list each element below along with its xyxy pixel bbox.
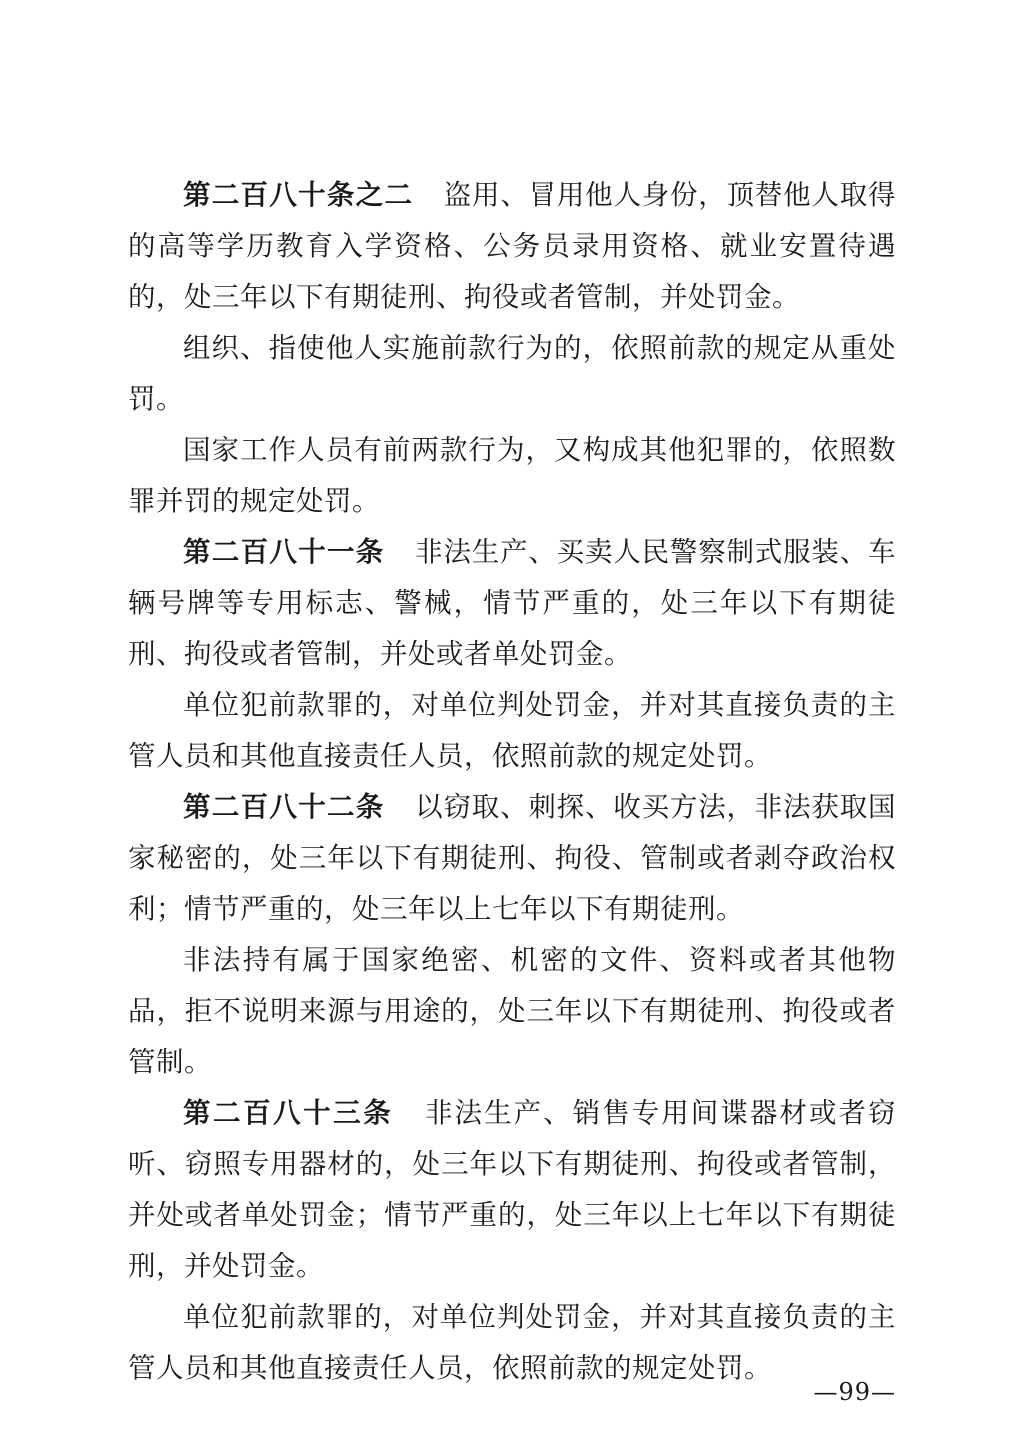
paragraph	[128, 425, 896, 527]
paragraph-text: 非法生产、买卖人民警察制式服装、车辆号牌等专用标志、警械，情节严重的，处三年以下有期徒刑、拘役或者管制，并处或者单处罚金。	[128, 536, 897, 670]
page-number: —99—	[813, 1378, 896, 1406]
paragraph-text: 非法生产、销售专用间谍器材或者窃听、窃照专用器材的，处三年以下有期徒刑、拘役或者管制，并处或者单处罚金；情节严重的，处三年以上七年以下有期徒刑，并处罚金。	[128, 1097, 897, 1282]
paragraph	[128, 935, 896, 1088]
paragraph-text: 以窃取、刺探、收买方法，非法获取国家秘密的，处三年以下有期徒刑、拘役、管制或者剥夺政治权利；情节严重的，处三年以上七年以下有期徒刑。	[128, 791, 897, 925]
paragraph	[128, 1088, 896, 1292]
paragraph	[128, 782, 896, 935]
article-heading: 第二百八十条之二	[183, 179, 414, 211]
article-heading: 第二百八十一条	[183, 536, 385, 568]
document-body	[128, 170, 896, 1394]
article-heading: 第二百八十三条	[183, 1097, 394, 1129]
paragraph	[128, 680, 896, 782]
paragraph-text: 单位犯前款罪的，对单位判处罚金，并对其直接负责的主管人员和其他直接责任人员，依照前款的规定处罚。	[128, 689, 896, 772]
paragraph	[128, 170, 896, 323]
paragraph-text: 单位犯前款罪的，对单位判处罚金，并对其直接负责的主管人员和其他直接责任人员，依照前款的规定处罚。	[128, 1301, 896, 1384]
paragraph	[128, 1292, 896, 1394]
paragraph-text: 组织、指使他人实施前款行为的，依照前款的规定从重处罚。	[128, 332, 896, 415]
paragraph-text: 盗用、冒用他人身份，顶替他人取得的高等学历教育入学资格、公务员录用资格、就业安置待遇的，处三年以下有期徒刑、拘役或者管制，并处罚金。	[128, 179, 896, 313]
article-heading: 第二百八十二条	[183, 791, 385, 823]
paragraph	[128, 323, 896, 425]
paragraph	[128, 527, 896, 680]
paragraph-text: 国家工作人员有前两款行为，又构成其他犯罪的，依照数罪并罚的规定处罚。	[128, 434, 896, 517]
paragraph-text: 非法持有属于国家绝密、机密的文件、资料或者其他物品，拒不说明来源与用途的，处三年以下有期徒刑、拘役或者管制。	[128, 944, 896, 1078]
